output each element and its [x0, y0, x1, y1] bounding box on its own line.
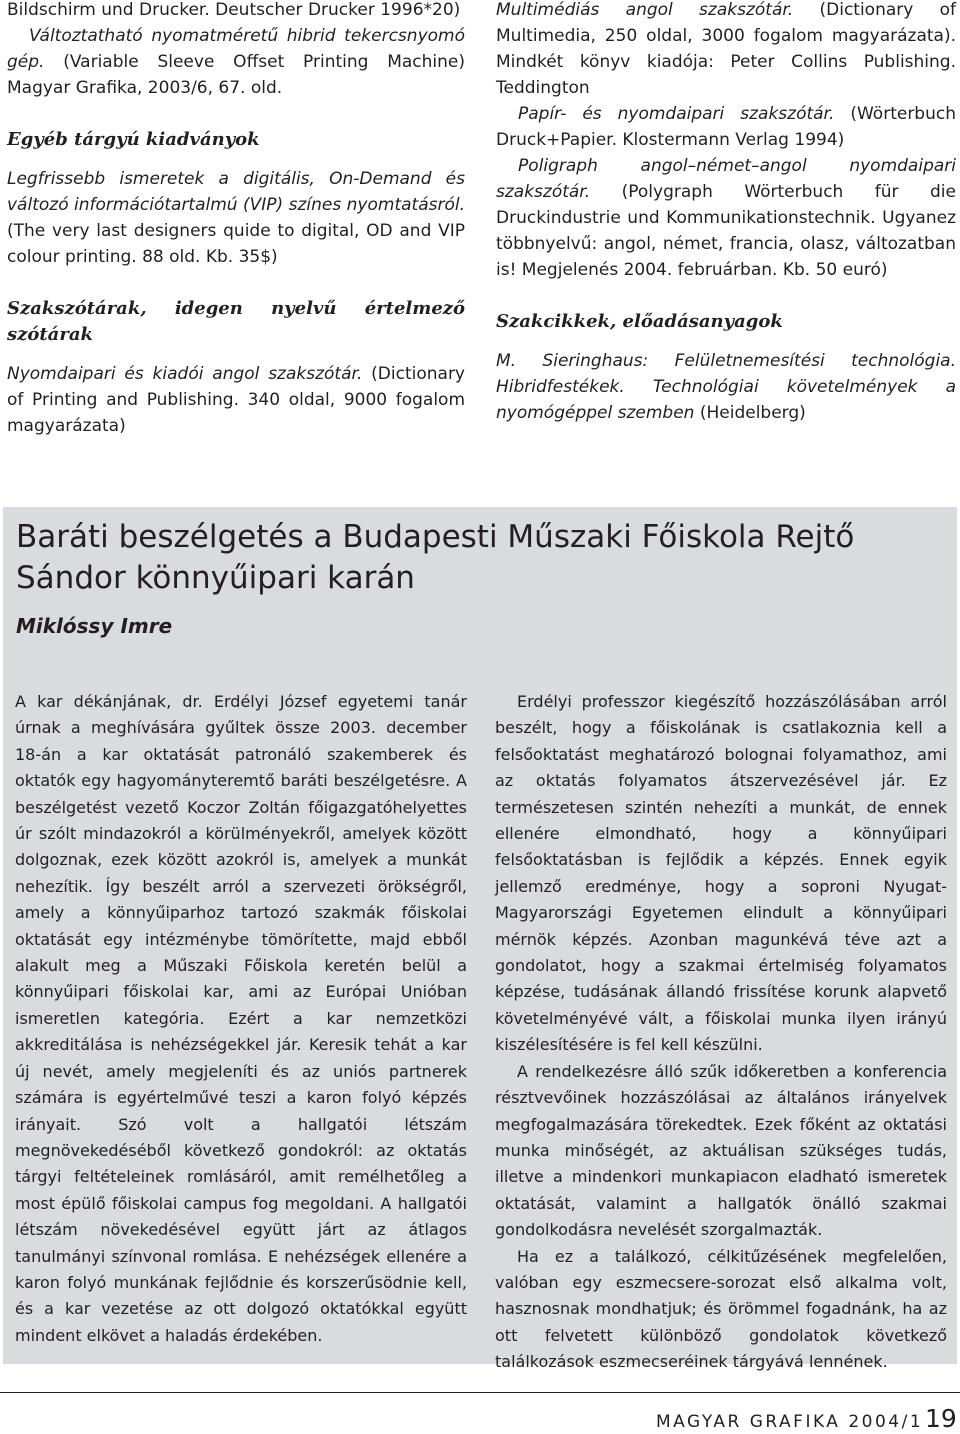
reference-details: (Heidelberg)	[694, 403, 806, 423]
reference-title: M. Sieringhaus: Felületnemesítési technológia. Hibridfestékek. Technológiai követelmények a nyomógéppel szemben	[496, 351, 956, 423]
reference-entry	[7, 166, 465, 270]
article-body-right	[495, 689, 947, 1376]
reference-details: (The very last designers quide to digital, OD and VIP colour printing. 88 old. Kb. 35$)	[7, 221, 465, 267]
article-author: Miklóssy Imre	[16, 614, 173, 638]
reference-title: Papír- és nyomdaipari szakszótár.	[518, 104, 835, 124]
reference-entry	[7, 0, 465, 23]
reference-details: (Dictionary of Multimedia, 250 oldal, 3000 fogalom magyarázata). Mindkét könyv kiadója: Peter Collins Publishing. Teddington	[496, 0, 956, 98]
article-body-left	[15, 689, 467, 1349]
article-paragraph: Erdélyi professzor kiegészítő hozzászólásában arról beszélt, hogy a főiskolának is csatlakoznia kell a felsőoktatást meghatározó bolognai folyamathoz, ami az oktatás folyamatos átszervezésével jár. Ez természetesen szintén nehezíti a munkát, de ennek ellenére elmondható, hogy a könnyűipari felsőoktatásban is fejlődik a képzés. Ennek egyik jellemző eredménye, hogy a soproni Nyugat-Magyarországi Egyetemen elindult a könnyűipari mérnök képzés. Azonban magunkévá téve azt a gondolatot, hogy a szakmai értelmiség folyamatos képzése, tudásának állandó frissítése korunk alapvető követelményévé vált, a főiskolai munka ilyen irányú kiszélesítésére is fel kell készülni.	[495, 692, 947, 1055]
section-heading: Szakcikkek, előadásanyagok	[496, 311, 783, 332]
reference-entry	[496, 101, 956, 153]
article-title: Baráti beszélgetés a Budapesti Műszaki Főiskola Rejtő Sándor könnyűipari karán	[16, 519, 855, 596]
section-heading: Szakszótárak, idegen nyelvű értelmező szótárak	[7, 298, 465, 345]
reference-title: Nyomdaipari és kiadói angol szakszótár.	[7, 364, 363, 384]
footer-rule	[0, 1392, 960, 1393]
page-number: 19	[925, 1404, 957, 1433]
reference-title: Változtatható nyomatméretű hibrid tekercsnyomó gép.	[7, 26, 465, 72]
reference-entry	[7, 361, 465, 439]
reference-entry	[496, 153, 956, 283]
reference-entry	[496, 0, 956, 101]
reference-entry	[7, 23, 465, 101]
reference-text: Bildschirm und Drucker. Deutscher Drucker 1996*20)	[7, 0, 461, 20]
article-paragraph: A rendelkezésre álló szűk időkeretben a konferencia résztvevőinek hozzászólásai az általános irányelvek megfogalmazására törekedtek. Ezek főként az oktatási munka minőségét, az aktuálisan szükséges tudás, illetve a mindenkori munkapiacon eladható ismeretek oktatását, valamint a hallgatók önálló szakmai gondolkodásra nevelését szorgalmazták.	[495, 1061, 947, 1240]
references-column-right	[496, 0, 956, 426]
references-column-left	[7, 0, 465, 439]
reference-details: (Polygraph Wörterbuch für die Druckindustrie und Kommunikationstechnik. Ugyanez többnyelvű: angol, német, francia, olasz, változatban is! Megjelenés 2004. februárban. Kb. 50 euró)	[496, 182, 956, 280]
reference-details: (Variable Sleeve Offset Printing Machine) Magyar Grafika, 2003/6, 67. old.	[7, 52, 465, 98]
article-paragraph: Ha ez a találkozó, célkitűzésének megfelelően, valóban egy eszmecsere-sorozat első alkalma volt, hasznosnak mondhatjuk; és örömmel fogadnánk, ha az ott felvetett különböző gondolatok következő találkozások eszmecseréinek tárgyává lennének.	[495, 1246, 947, 1372]
publication-name: MAGYAR GRAFIKA 2004/1	[656, 1412, 924, 1432]
reference-title: Poligraph angol–német–angol nyomdaipari szakszótár.	[496, 156, 956, 202]
article-paragraph: A kar dékánjának, dr. Erdélyi József egyetemi tanár úrnak a meghívására gyűltek össze 2003. december 18-án a kar oktatását patronáló szakemberek és oktatók egy hagyományteremtő baráti beszélgetésre. A beszélgetést vezető Koczor Zoltán főigazgatóhelyettes úr szólt mindazokról a körülményekről, amelyek között dolgoznak, ezek között azokról is, amelyek a munkát nehezítik. Így beszélt arról a szervezeti örökségről, amely a könnyűiparhoz tartozó szakmák főiskolai oktatását egy intézménybe tömörítette, majd ebből alakult meg a Műszaki Főiskola keretén belül a könnyűipari főiskolai kar, ami az Európai Unióban ismeretlen kategória. Ezért a kar nemzetközi akkreditálása is nehézségekkel jár. Keresik tehát a kar új nevét, amely megjeleníti és az uniós partnerek számára is egyértelművé teszi a karon folyó képzés irányait. Szó volt a hallgatói létszám megnövekedéséből következő gondokról: az oktatás tárgyi feltételeinek romlásáról, amit remélhetőleg a most épülő főiskolai campus fog megoldani. A hallgatói létszám növekedésével együtt járt az átlagos tanulmányi színvonal romlása. E nehézségek ellenére a karon folyó munkának fejlődnie és korszerűsödnie kell, és a kar vezetése az ott dolgozó oktatókkal együtt mindent elkövet a haladás érdekében.	[15, 692, 467, 1345]
reference-details: (Dictionary of Printing and Publishing. 340 oldal, 9000 fogalom magyarázata)	[7, 364, 465, 436]
reference-title: Multimédiás angol szakszótár.	[496, 0, 794, 20]
section-heading: Egyéb tárgyú kiadványok	[7, 129, 260, 150]
reference-entry	[496, 348, 956, 426]
reference-details: (Wörterbuch Druck+Papier. Klostermann Verlag 1994)	[496, 104, 956, 150]
reference-title: Legfrissebb ismeretek a digitális, On-Demand és változó információtartalmú (VIP) színes nyomtatásról.	[7, 169, 465, 215]
